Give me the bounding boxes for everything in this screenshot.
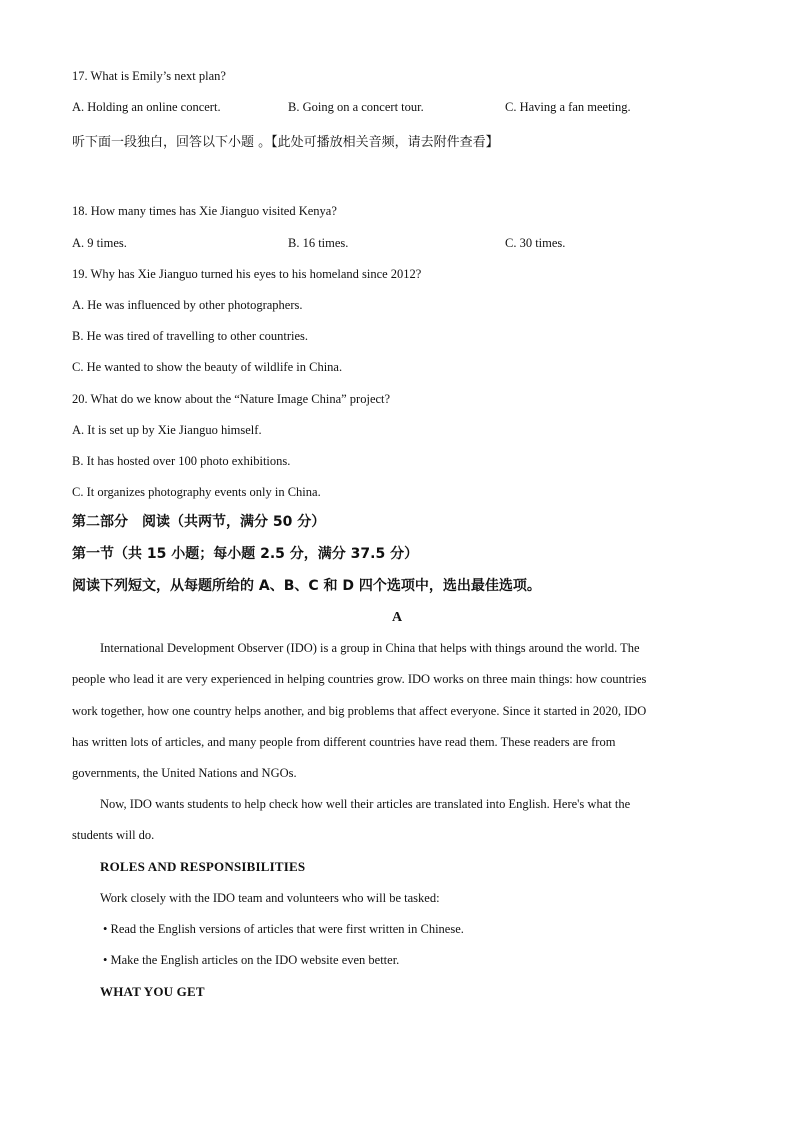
roles-heading: ROLES AND RESPONSIBILITIES xyxy=(100,859,306,874)
q17-option-c: C. Having a fan meeting. xyxy=(505,100,631,114)
q18-option-c: C. 30 times. xyxy=(505,236,566,250)
q17-option-b: B. Going on a concert tour. xyxy=(288,100,424,114)
roles-bullet: • Make the English articles on the IDO website even better. xyxy=(103,953,400,967)
passage-p2-line: Now, IDO wants students to help check how well their articles are translated into English. Here's what the xyxy=(100,797,631,811)
q20-option-a: A. It is set up by Xie Jianguo himself. xyxy=(72,423,262,437)
question-18: 18. How many times has Xie Jianguo visited Kenya? xyxy=(72,204,337,218)
q20-option-c: C. It organizes photography events only in China. xyxy=(72,485,321,499)
roles-intro: Work closely with the IDO team and volunteers who will be tasked: xyxy=(100,891,440,905)
monologue-instruction: 听下面一段独白，回答以下小题 。【此处可播放相关音频，请去附件查看】 xyxy=(72,135,499,150)
what-you-get-heading: WHAT YOU GET xyxy=(100,984,205,999)
q19-option-c: C. He wanted to show the beauty of wildlife in China. xyxy=(72,360,343,374)
q19-option-b: B. He was tired of travelling to other countries. xyxy=(72,329,309,343)
passage-p1-line: has written lots of articles, and many people from different countries have read them. These readers are from xyxy=(72,735,616,749)
question-19: 19. Why has Xie Jianguo turned his eyes to his homeland since 2012? xyxy=(72,267,422,281)
passage-p1-line: governments, the United Nations and NGOs. xyxy=(72,766,297,780)
q19-option-a: A. He was influenced by other photographers. xyxy=(72,298,303,312)
passage-p1-line: work together, how one country helps another, and big problems that affect everyone. Since it started in 2020, IDO xyxy=(72,704,647,718)
q17-option-a: A. Holding an online concert. xyxy=(72,100,221,114)
passage-p2-line: students will do. xyxy=(72,828,155,842)
q20-option-b: B. It has hosted over 100 photo exhibitions. xyxy=(72,454,291,468)
passage-p1-line: people who lead it are very experienced in helping countries grow. IDO works on three main things: how countries xyxy=(72,672,647,686)
passage-p1-line: International Development Observer (IDO) is a group in China that helps with things around the world. The xyxy=(100,641,640,655)
passage-letter: A xyxy=(391,610,403,625)
section1-heading: 第一节（共 15 小题；每小题 2.5 分，满分 37.5 分） xyxy=(72,546,419,562)
part2-heading: 第二部分 阅读（共两节，满分 50 分） xyxy=(72,514,326,530)
question-17: 17. What is Emily’s next plan? xyxy=(72,69,226,83)
reading-instruction: 阅读下列短文，从每题所给的 A、B、C 和 D 四个选项中，选出最佳选项。 xyxy=(72,578,541,594)
q18-option-b: B. 16 times. xyxy=(288,236,349,250)
roles-bullet: • Read the English versions of articles that were first written in Chinese. xyxy=(103,922,464,936)
question-20: 20. What do we know about the “Nature Image China” project? xyxy=(72,392,391,406)
q18-option-a: A. 9 times. xyxy=(72,236,127,250)
